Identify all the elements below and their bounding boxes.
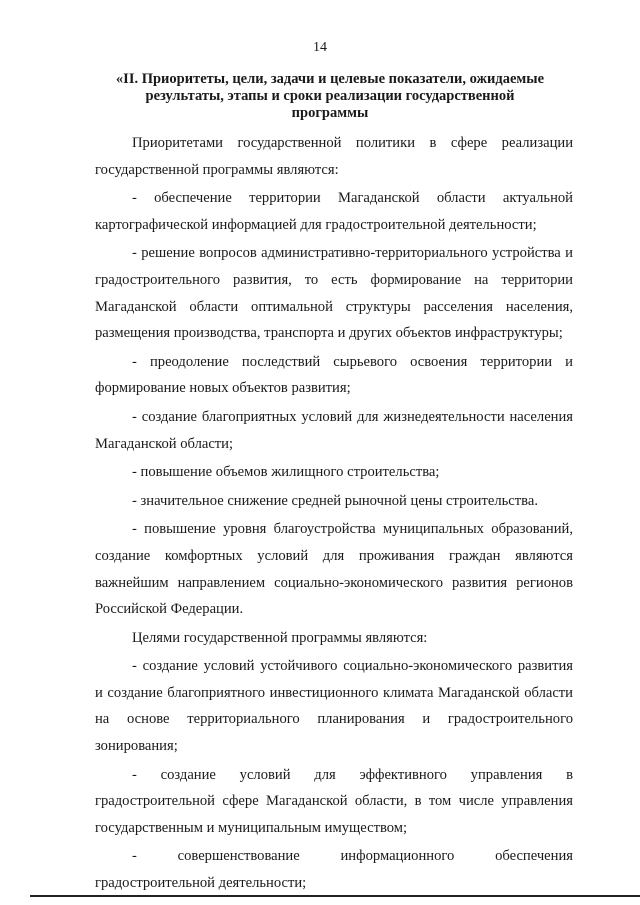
list-item-priority: - повышение объемов жилищного строительства; xyxy=(132,464,440,481)
list-item-goal: - создание условий для эффективного управления в градостроительной сфере Магаданской области, в том числе управления государственным и муниципальным имуществом; xyxy=(95,766,573,836)
list-item-priority: - создание благоприятных условий для жизнедеятельности населения Магаданской области; xyxy=(95,408,573,452)
page-bottom-rule xyxy=(30,895,640,897)
list-item-goal: - совершенствование информационного обеспечения градостроительной деятельности; xyxy=(95,848,573,892)
section-heading-line-1: «II. Приоритеты, цели, задачи и целевые показатели, ожидаемые xyxy=(115,71,545,87)
list-item-goal: - создание условий устойчивого социально-экономического развития и создание благоприятного инвестиционного климата Магаданской области на основе территориального планирования и градостроительного зонирования; xyxy=(95,658,573,755)
document-body xyxy=(95,130,573,897)
list-item-priority: - преодоление последствий сырьевого освоения территории и формирование новых объектов развития; xyxy=(95,353,573,397)
section-heading xyxy=(100,71,560,122)
list-item-priority: - значительное снижение средней рыночной цены строительства. xyxy=(132,492,538,509)
section-heading-line-3: программы xyxy=(291,105,369,121)
section-heading-line-2: результаты, этапы и сроки реализации государственной xyxy=(145,88,515,104)
list-item-priority: - обеспечение территории Магаданской области актуальной картографической информацией для градостроительной деятельности; xyxy=(95,190,573,233)
paragraph-goals-intro: Целями государственной программы являются: xyxy=(132,629,428,646)
page-number: 14 xyxy=(313,40,327,55)
paragraph-priorities-intro: Приоритетами государственной политики в сфере реализации государственной программы являются: xyxy=(95,135,573,178)
list-item-priority: - решение вопросов административно-территориального устройства и градостроительного развития, то есть формирование на территории Магаданской области оптимальной структуры расселения населения, размещения производства, транспорта и других объектов инфраструктуры; xyxy=(95,245,573,342)
list-item-priority: - повышение уровня благоустройства муниципальных образований, создание комфортных условий для проживания граждан являются важнейшим направлением социально-экономического развития регионов Российской Федерации. xyxy=(95,521,573,618)
